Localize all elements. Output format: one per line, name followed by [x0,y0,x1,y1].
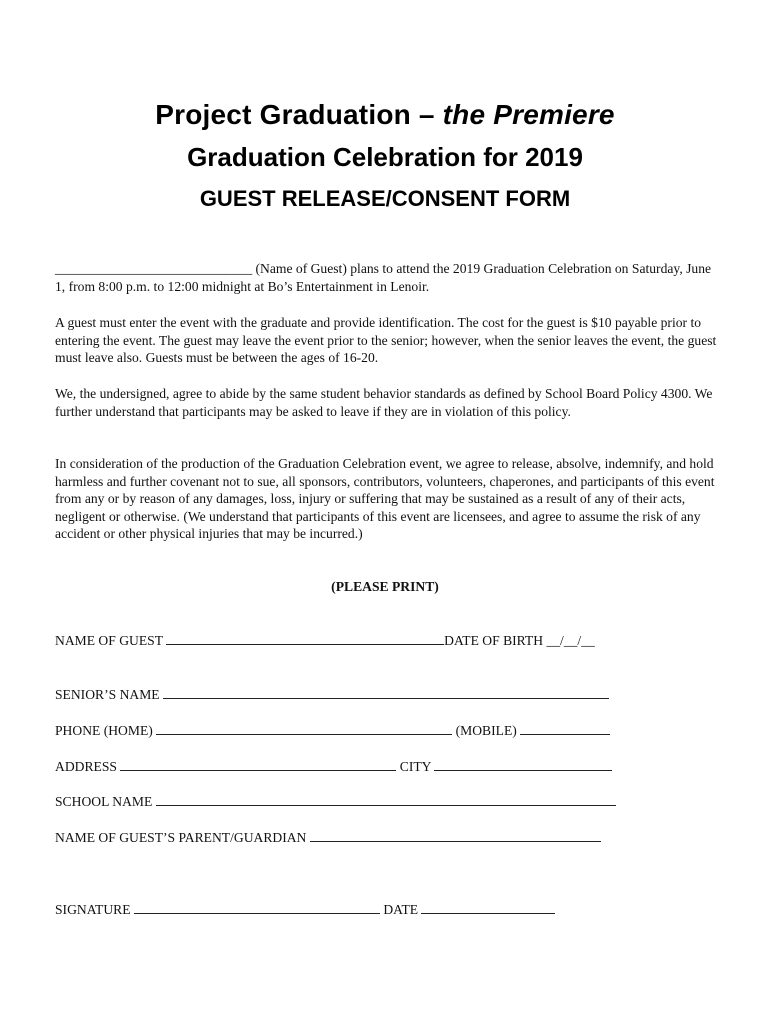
city-field[interactable] [434,758,612,771]
school-name-row [55,793,616,810]
seniors-name-field[interactable] [163,686,609,699]
name-of-guest-label: NAME OF GUEST [55,633,163,648]
date-of-birth-label: DATE OF BIRTH [444,633,544,648]
city-label: CITY [399,759,431,774]
mobile-field[interactable] [520,722,610,735]
date-of-birth-field[interactable]: __/__/__ [546,633,595,648]
date-field[interactable] [421,901,555,914]
mobile-label: (MOBILE) [455,723,517,738]
address-label: ADDRESS [55,759,117,774]
paragraph-behavior-standards: We, the undersigned, agree to abide by the same student behavior standards as defined by School Board Policy 4300. We further understand that participants may be asked to leave if they are in violation of this policy. [55,386,713,419]
parent-guardian-field[interactable] [310,829,601,842]
seniors-name-label: SENIOR’S NAME [55,687,160,702]
title-text: Project Graduation – [155,99,443,130]
signature-row [55,901,555,918]
school-name-label: SCHOOL NAME [55,794,153,809]
name-of-guest-field[interactable] [166,632,444,645]
document-title [0,99,770,131]
date-label: DATE [383,902,419,917]
parent-guardian-label: NAME OF GUEST’S PARENT/GUARDIAN [55,830,307,845]
seniors-name-row [55,686,609,703]
please-print-label: (PLEASE PRINT) [331,579,439,594]
paragraph-release-of-liability: In consideration of the production of the Graduation Celebration event, we agree to release, absolve, indemnify, and hold harmless and further covenant not to sue, all sponsors, contributors, volunteers, chaperones, and participants of this event from any or by reason of any damages, loss, injury or suffering that may be sustained as a result of any of their acts, negligent or otherwise. (We understand that participants of this event are licensees, and agree to assume the risk of any accident or other physical injuries that may be incurred.) [55,456,715,542]
phone-home-label: PHONE (HOME) [55,723,153,738]
signature-field[interactable] [134,901,380,914]
name-of-guest-row [55,632,595,649]
paragraph-guest-rules: A guest must enter the event with the graduate and provide identification. The cost for the guest is $10 payable prior to entering the event. The guest may leave the event prior to the senior; however, when the senior leaves the event, the guest must leave also. Guests must be between the ages of 16-20. [55,315,717,366]
address-field[interactable] [120,758,396,771]
form-name: GUEST RELEASE/CONSENT FORM [199,186,571,211]
phone-home-field[interactable] [156,722,452,735]
address-row [55,758,612,775]
document-subtitle: Graduation Celebration for 2019 [187,142,583,172]
title-italic-text: the Premiere [442,99,615,130]
parent-guardian-row [55,829,601,846]
paragraph-guest-attendance: _____________________________ (Name of Guest) plans to attend the 2019 Graduation Celebration on Saturday, June 1, from 8:00 p.m. to 12:00 midnight at Bo’s Entertainment in Lenoir. [55,261,712,294]
school-name-field[interactable] [156,793,616,806]
signature-label: SIGNATURE [55,902,131,917]
phone-row [55,722,610,739]
